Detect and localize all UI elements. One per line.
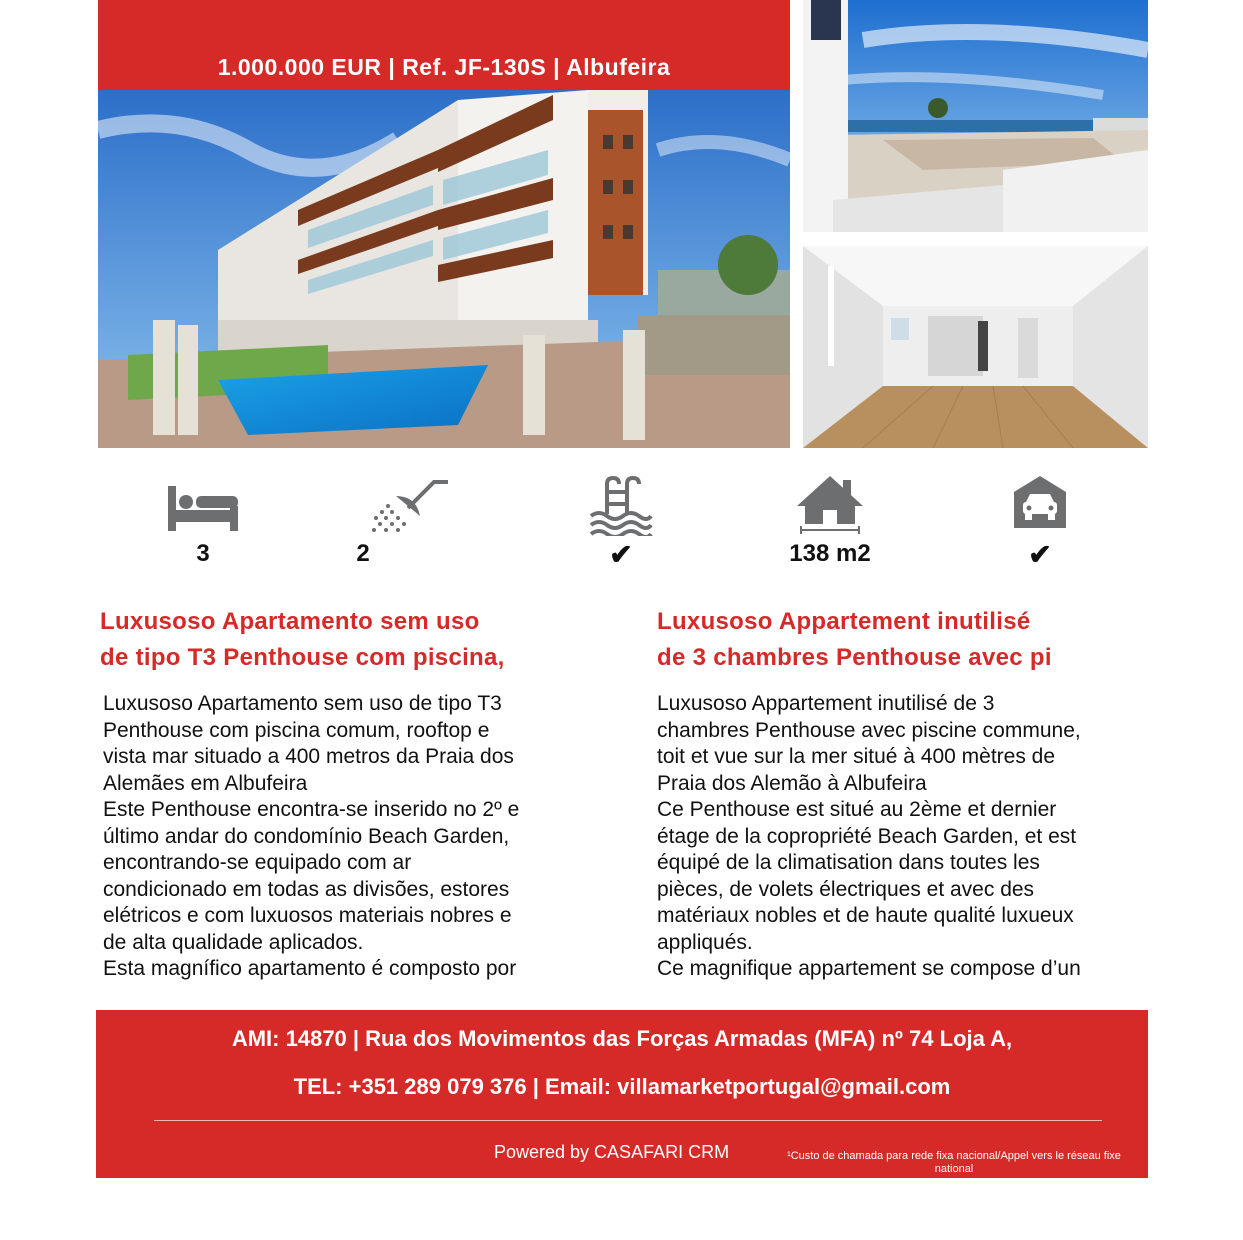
agency-footer	[96, 1010, 1148, 1178]
main-building-photo	[98, 90, 790, 448]
bed-icon	[158, 478, 248, 538]
agency-contact: TEL: +351 289 079 376 | Email: villamarketportugal@gmail.com	[293, 1074, 951, 1099]
garage-icon	[1012, 474, 1068, 530]
pt-description: Luxusoso Apartamento sem uso de tipo T3 Penthouse com piscina comum, rooftop e vista mar situado a 400 metros da Praia dos Alemães em Albufeira Este Penthouse encontra-se inserido no 2º e último andar do condomínio Beach Garden, encontrando-se equipado com ar condicionado em todas as divisões, estores elétricos e com luxuosos materiais nobres e de alta qualidade aplicados. Esta magnífico apartamento é composto por	[103, 692, 520, 980]
powered-by: Powered by CASAFARI CRM	[494, 1142, 730, 1162]
area-value: 138 m2	[789, 540, 871, 567]
footer-divider	[154, 1120, 1102, 1121]
fr-heading-line2: de 3 chambres Penthouse avec pi	[657, 644, 1052, 671]
price-banner	[98, 0, 790, 90]
garage-check: ✔	[1028, 539, 1052, 570]
living-room-photo	[803, 246, 1148, 448]
pool-icon	[585, 474, 655, 536]
features-row	[0, 470, 1243, 580]
pt-heading-line2: de tipo T3 Penthouse com piscina,	[100, 644, 505, 671]
fr-description: Luxusoso Appartement inutilisé de 3 chambres Penthouse avec piscine commune, toit et vue sur la mer situé à 400 mètres de Praia dos Alemão à Albufeira Ce Penthouse est situé au 2ème et dernier étage de la copropriété Beach Garden, et est équipé de la climatisation dans toutes les pièces, de volets électriques et avec des matériaux nobles et de haute qualité luxueux appliqués. Ce magnifique appartement se compose d’un	[657, 692, 1081, 980]
price-ref-location: 1.000.000 EUR | Ref. JF-130S | Albufeira	[217, 54, 671, 80]
bathrooms-value: 2	[356, 540, 370, 567]
call-cost-footnote: ¹Custo de chamada para rede fixa nacional/Appel vers le réseau fixe national	[787, 1150, 1121, 1175]
fr-heading-line1: Luxusoso Appartement inutilisé	[657, 608, 1031, 635]
rooftop-terrace-photo	[803, 0, 1148, 232]
bedrooms-value: 3	[196, 540, 210, 567]
shower-icon	[368, 474, 452, 538]
agency-address: AMI: 14870 | Rua dos Movimentos das Forças Armadas (MFA) nº 74 Loja A,	[231, 1026, 1013, 1051]
pt-heading-line1: Luxusoso Apartamento sem uso	[100, 608, 480, 635]
pool-check: ✔	[609, 539, 633, 570]
house-area-icon	[793, 472, 867, 536]
